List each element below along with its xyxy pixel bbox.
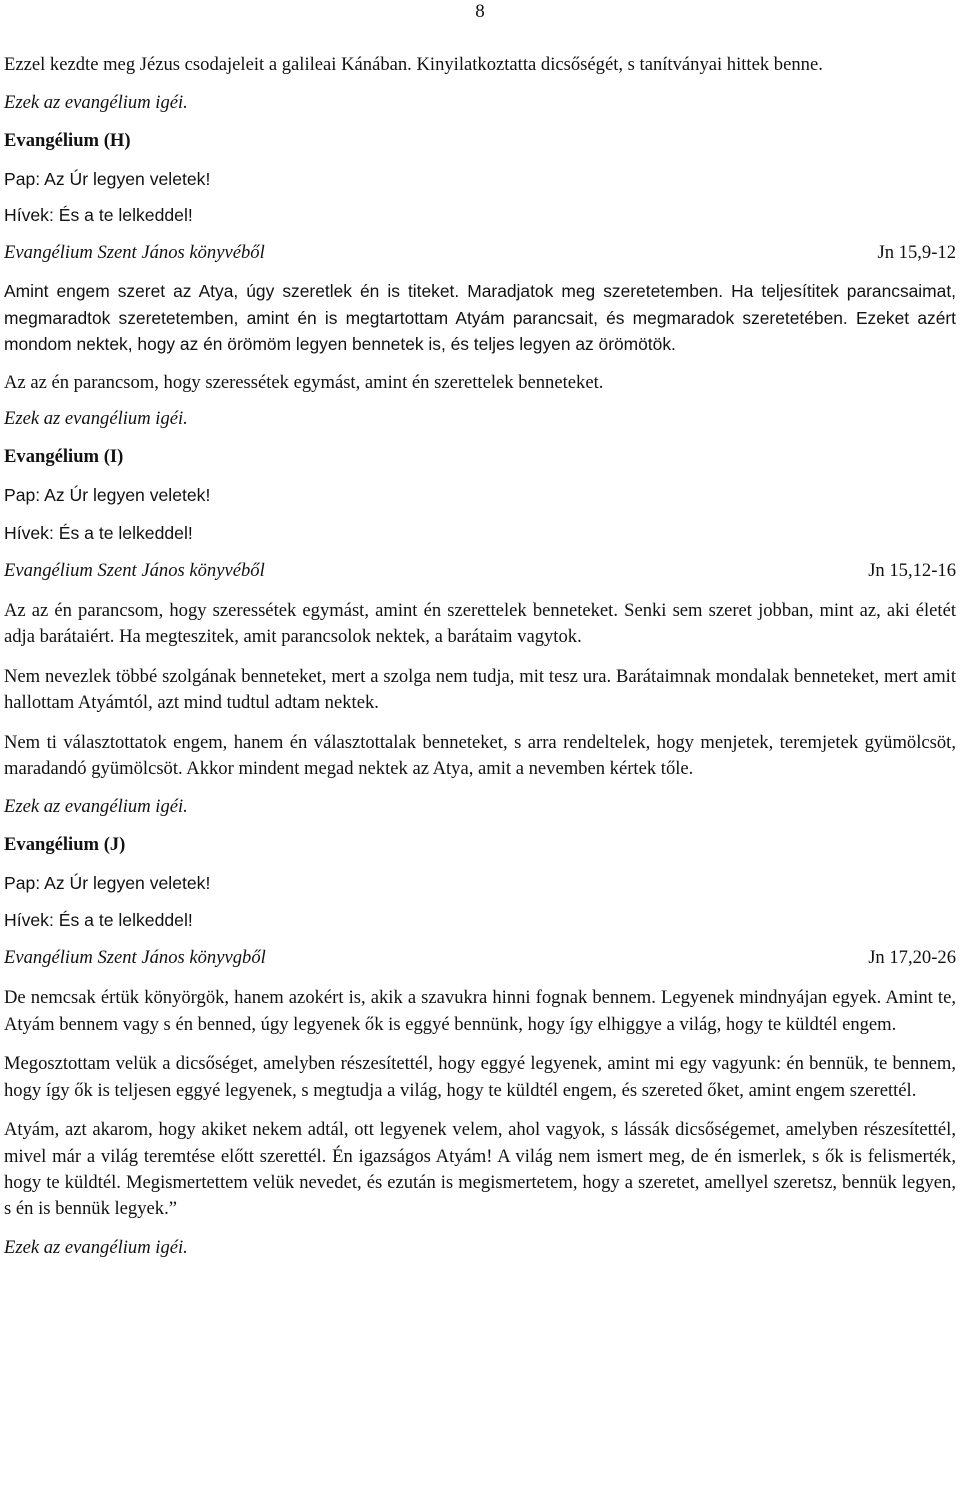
people-response-j: Hívek: És a te lelkeddel! [4, 910, 193, 931]
page-number: 8 [475, 1, 485, 22]
closing-acclamation-j: Ezek az evangélium igéi. [4, 1236, 188, 1258]
closing-acclamation-h: Ezek az evangélium igéi. [4, 408, 188, 430]
scripture-reference-j: Jn 17,20-26 [868, 947, 956, 969]
priest-greeting-i: Pap: Az Úr legyen veletek! [4, 485, 211, 506]
reading-source-h: Evangélium Szent János könyvéből [4, 242, 265, 264]
reading-paragraph-i2: Nem nevezlek többé szolgának benneteket, mert a szolga nem tudja, mit tesz ura. Barátaimnak mondalak benneteket, mert amit hallottam Atyámtól, azt mind tudtul adtam nektek. [4, 665, 956, 714]
priest-greeting-j: Pap: Az Úr legyen veletek! [4, 873, 211, 894]
reading-paragraph-j2: Megosztottam velük a dicsőséget, amelyben részesítettél, hogy eggyé legyenek, amint mi egy vagyunk: én bennük, te bennem, hogy így ők is teljesen eggyé legyenek, s megtudja a világ, hogy te küldtél engem, és szereted őket, amint engem szerettél. [4, 1053, 956, 1101]
section-heading-h: Evangélium (H) [4, 130, 131, 152]
reading-paragraph-i3: Nem ti választottatok engem, hanem én választottalak benneteket, s arra rendeltelek, hogy menjetek, teremjetek gyümölcsöt, maradandó gyümölcsöt. Akkor mindent megad nektek az Atya, amit a nevemben kértek tőle. [4, 731, 956, 780]
reading-paragraph-i1: Az az én parancsom, hogy szeressétek egymást, amint én szerettelek benneteket. Senki sem szeret jobban, mint az, aki életét adja barátaiért. Ha megteszitek, amit parancsolok nektek, a barátaim vagytok. [4, 600, 956, 648]
section-heading-j: Evangélium (J) [4, 834, 126, 856]
closing-acclamation: Ezek az evangélium igéi. [4, 92, 188, 114]
scripture-reference-i: Jn 15,12-16 [868, 560, 956, 582]
reading-paragraph-j3: Atyám, azt akarom, hogy akiket nekem adtál, ott legyenek velem, ahol vagyok, s lássák dicsőségemet, amelyben részesítettél, mivel már a világ teremtése előtt szerettél. Én igazságos Atyám! A világ nem ismert meg, de én ismerlek, s ők is felismerték, hogy te küldtél. Megismertettem velük nevedet, és ezután is megismertetem, hogy a szeretet, amellyel szeretsz, bennük legyen, s én is bennük legyek.” [4, 1119, 956, 1220]
priest-greeting-h: Pap: Az Úr legyen veletek! [4, 169, 211, 190]
reading-source-i: Evangélium Szent János könyvéből [4, 560, 265, 582]
reading-paragraph-h2: Az az én parancsom, hogy szeressétek egymást, amint én szerettelek benneteket. [4, 371, 604, 393]
reading-paragraph-h1: Amint engem szeret az Atya, úgy szeretlek én is titeket. Maradjatok meg szeretetemben. Ha teljesítitek parancsaimat, megmaradtok szeretetemben, amint én is megtartottam Atyám parancsait, és megmaradok szeretetében. Ezeket azért mondom nektek, hogy az én örömöm legyen bennetek is, és teljes legyen az örömötök. [4, 281, 956, 355]
document-body [4, 52, 956, 1261]
intro-paragraph: Ezzel kezdte meg Jézus csodajeleit a galileai Kánában. Kinyilatkoztatta dicsőségét, s tanítványai hittek benne. [4, 54, 823, 75]
closing-acclamation-i: Ezek az evangélium igéi. [4, 796, 188, 818]
reading-source-j: Evangélium Szent János könyvgből [4, 947, 266, 969]
reading-source-row-i [4, 558, 956, 584]
reading-source-row-j [4, 945, 956, 971]
scripture-reference-h: Jn 15,9-12 [877, 242, 956, 264]
reading-source-row-h [4, 240, 956, 266]
reading-paragraph-j1: De nemcsak értük könyörgök, hanem azokért is, akik a szavukra hinni fognak bennem. Legyenek mindnyájan egyek. Amint te, Atyám bennem vagy s én benned, úgy legyenek ők is eggyé bennünk, hogy így elhiggye a világ, hogy te küldtél engem. [4, 987, 956, 1035]
section-heading-i: Evangélium (I) [4, 446, 124, 468]
people-response-i: Hívek: És a te lelkeddel! [4, 523, 193, 544]
people-response-h: Hívek: És a te lelkeddel! [4, 205, 193, 226]
